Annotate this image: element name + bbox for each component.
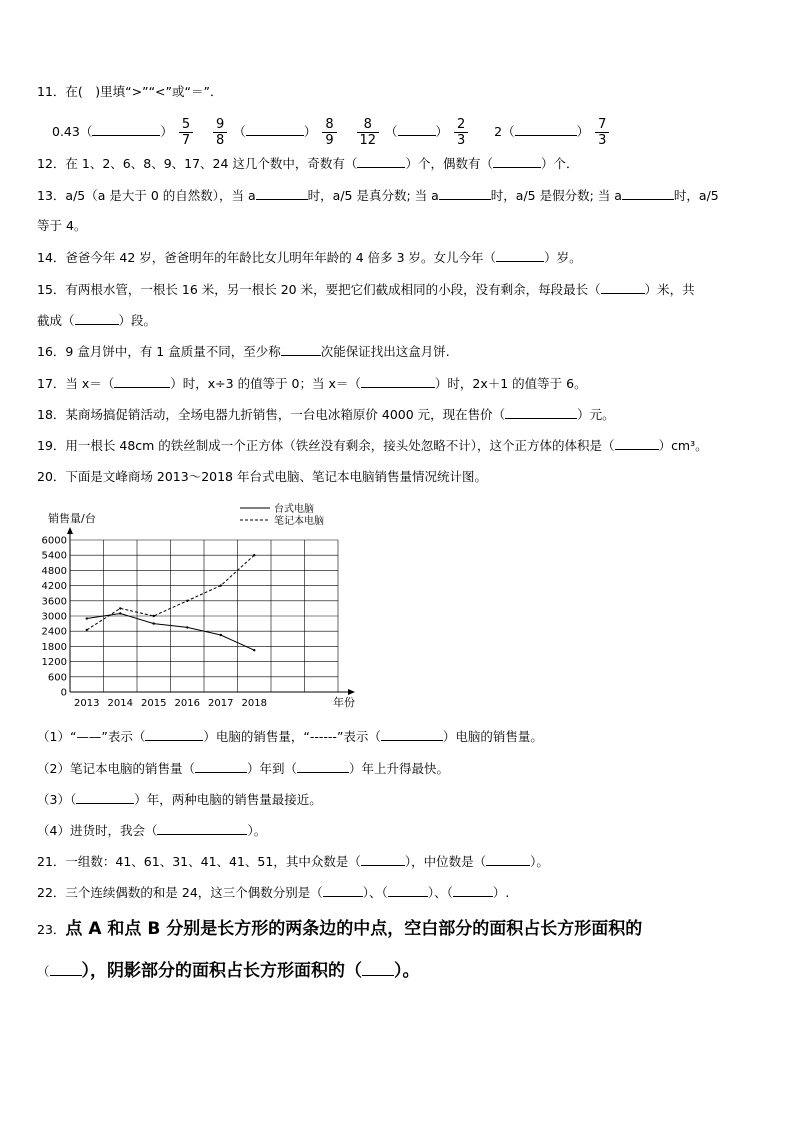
data-point xyxy=(119,607,121,609)
q11-frac-9-8: $\frac{9}{8}$ xyxy=(213,117,227,148)
data-point xyxy=(253,554,255,556)
q11-p1-close: ） xyxy=(160,124,173,139)
x-tick-labels xyxy=(74,698,267,709)
q11-frac-2-3: $\frac{2}{3}$ xyxy=(454,117,468,148)
q11-frac-8-12: $\frac{8}{12}$ xyxy=(357,117,380,148)
data-point xyxy=(86,629,88,631)
chart-legend xyxy=(240,502,324,527)
y-tick-label: 3000 xyxy=(41,611,67,623)
q11-frac-8-9: $\frac{8}{9}$ xyxy=(322,117,336,148)
chart-axes xyxy=(67,527,355,695)
q11-p3-open: （ xyxy=(385,124,398,139)
x-axis-arrow xyxy=(348,689,355,695)
q22-blank-2[interactable] xyxy=(388,885,428,897)
legend-label: 台式电脑 xyxy=(274,504,314,515)
q23-line1: 23．点 A 和点 B 分别是长方形的两条边的中点，空白部分的面积占长方形面积的 xyxy=(37,919,643,939)
q11-blank-4[interactable] xyxy=(515,124,577,136)
y-tick-label: 4200 xyxy=(41,581,67,593)
q15-blank-1[interactable] xyxy=(601,282,645,294)
x-axis-label: 年份 xyxy=(333,696,355,709)
q20-sub4: （4）进货时，我会（ ）。 xyxy=(37,823,267,838)
y-tick-label: 1800 xyxy=(41,641,67,653)
sales-line-chart xyxy=(40,500,380,720)
q15-line2: 截成（ ）段。 xyxy=(37,313,157,328)
q12-blank-even[interactable] xyxy=(493,156,541,168)
q15-line1: 15．有两根水管，一根长 16 米，另一根长 20 米，要把它们截成相同的小段，没有剩余，每段最长（ ）米，共 xyxy=(37,282,695,297)
q13-line2: 等于 4。 xyxy=(37,218,87,233)
y-tick-label: 6000 xyxy=(41,535,67,547)
chart-grid xyxy=(70,540,338,692)
data-point xyxy=(153,615,155,617)
q22: 22．三个连续偶数的和是 24，这三个偶数分别是（ ）、（ ）、（ ）. xyxy=(37,885,510,900)
q18: 18．某商场搞促销活动，全场电器九折销售，一台电冰箱原价 4000 元，现在售价（ ）元。 xyxy=(37,407,615,422)
q11-comparisons xyxy=(52,112,611,152)
q20-blank-2[interactable] xyxy=(381,729,443,741)
data-point xyxy=(220,584,222,586)
y-tick-label: 3600 xyxy=(41,596,67,608)
q20-blank-1[interactable] xyxy=(145,729,203,741)
data-point xyxy=(220,634,222,636)
q20-sub3: （3）（ ）年，两种电脑的销售量最接近。 xyxy=(37,792,322,807)
q13-blank-3[interactable] xyxy=(622,188,674,200)
q11-blank-2[interactable] xyxy=(246,124,304,136)
y-tick-labels xyxy=(42,536,67,699)
data-point xyxy=(119,612,121,614)
q20-sub2: （2）笔记本电脑的销售量（ ）年到（ ）年上升得最快。 xyxy=(37,761,449,776)
q23-blank-1[interactable] xyxy=(50,964,82,976)
q23-line2: （ ），阴影部分的面积占长方形面积的（ ）。 xyxy=(37,961,420,981)
q11-p2-open: （ xyxy=(233,124,246,139)
y-tick-label: 4800 xyxy=(41,565,67,577)
q15-blank-2[interactable] xyxy=(75,313,119,325)
x-tick-label: 2013 xyxy=(74,698,100,709)
legend-label: 笔记本电脑 xyxy=(274,516,324,527)
q16-blank[interactable] xyxy=(281,344,321,356)
q20-blank-3[interactable] xyxy=(195,761,247,773)
q21: 21．一组数：41、61、31、41、41、51，其中众数是（ ），中位数是（ ）。 xyxy=(37,854,549,869)
x-tick-label: 2017 xyxy=(208,698,234,709)
q21-blank-mode[interactable] xyxy=(361,854,405,866)
y-axis-arrow xyxy=(67,527,73,534)
x-tick-label: 2016 xyxy=(174,698,200,709)
x-tick-label: 2018 xyxy=(241,698,267,709)
x-tick-label: 2015 xyxy=(141,698,167,709)
q11-prompt: 11．在( )里填“>”“<”或“＝”． xyxy=(37,84,223,99)
q22-blank-3[interactable] xyxy=(453,885,493,897)
y-tick-label: 2400 xyxy=(41,626,67,638)
q11-blank-3[interactable] xyxy=(398,124,436,136)
y-tick-label: 600 xyxy=(47,672,67,684)
q17-blank-2[interactable] xyxy=(361,376,435,388)
q16: 16．9 盒月饼中，有 1 盒质量不同，至少称 次能保证找出这盒月饼. xyxy=(37,344,450,359)
q13-blank-2[interactable] xyxy=(439,188,491,200)
q11-p4-close: ） xyxy=(576,124,590,139)
q20-blank-6[interactable] xyxy=(157,823,247,835)
q22-blank-1[interactable] xyxy=(323,885,363,897)
q11-p4-left: 2（ xyxy=(494,124,515,139)
q23-blank-2[interactable] xyxy=(362,964,394,976)
x-tick-label: 2014 xyxy=(107,698,133,709)
y-tick-label: 0 xyxy=(60,687,67,699)
y-axis-label: 销售量/台 xyxy=(48,512,96,525)
q12-blank-odd[interactable] xyxy=(357,156,405,168)
q20-blank-4[interactable] xyxy=(297,761,349,773)
q14-blank[interactable] xyxy=(496,250,544,262)
y-tick-label: 5400 xyxy=(41,550,67,562)
q20-blank-5[interactable] xyxy=(76,792,134,804)
q21-blank-median[interactable] xyxy=(486,854,530,866)
q17: 17．当 x＝（ ）时，x÷3 的值等于 0；当 x＝（ ）时，2x＋1 的值等于 6。 xyxy=(37,376,587,391)
q13-blank-1[interactable] xyxy=(256,188,308,200)
q13-line1: 13．a/5（a 是大于 0 的自然数），当 a 时，a/5 是真分数; 当 a 时，a/5 是假分数; 当 a 时，a/5 xyxy=(37,188,719,203)
q20-prompt: 20．下面是文峰商场 2013～2018 年台式电脑、笔记本电脑销售量情况统计图。 xyxy=(37,469,487,484)
data-point xyxy=(186,600,188,602)
data-point xyxy=(253,649,255,651)
q18-blank[interactable] xyxy=(505,407,577,419)
q20-sub1: （1）“——”表示（ ）电脑的销售量，“------”表示（ ）电脑的销售量。 xyxy=(37,729,543,744)
data-point xyxy=(86,617,88,619)
q11-frac-5-7: $\frac{5}{7}$ xyxy=(179,117,193,148)
q14: 14．爸爸今年 42 岁，爸爸明年的年龄比女儿明年年龄的 4 倍多 3 岁。女儿今年（ ）岁。 xyxy=(37,250,582,265)
q11-frac-7-3: $\frac{7}{3}$ xyxy=(595,117,609,148)
q11-blank-1[interactable] xyxy=(92,124,160,136)
data-point xyxy=(153,622,155,624)
q19: 19．用一根长 48cm 的铁丝制成一个正方体（铁丝没有剩余，接头处忽略不计），这个正方体的体积是（ ）cm³。 xyxy=(37,438,708,453)
q11-p2-close: ） xyxy=(303,124,317,139)
q17-blank-1[interactable] xyxy=(114,376,170,388)
data-point xyxy=(186,626,188,628)
q11-p1-left: 0.43（ xyxy=(52,124,93,139)
y-tick-label: 1200 xyxy=(41,657,67,669)
q12: 12．在 1、2、6、8、9、17、24 这几个数中，奇数有（ ）个，偶数有（ ）个． xyxy=(37,156,579,171)
q19-blank[interactable] xyxy=(615,438,659,450)
q11-p3-close: ） xyxy=(435,124,449,139)
